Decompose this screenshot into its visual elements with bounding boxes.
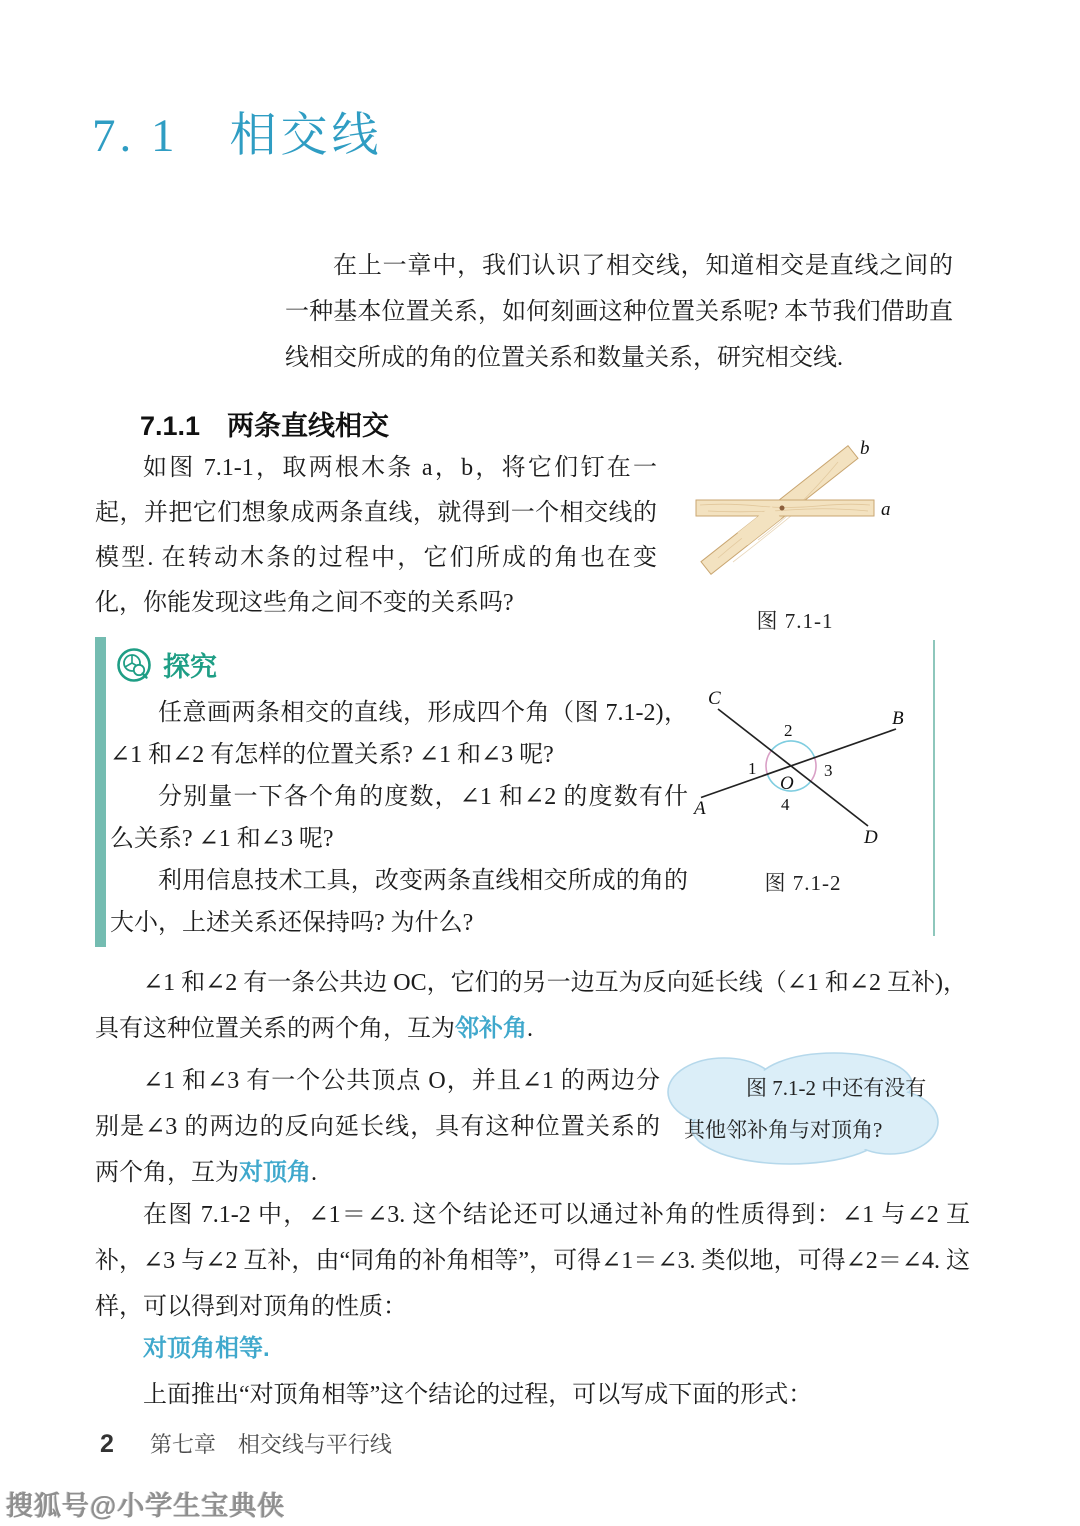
line-CD [718, 709, 868, 826]
angle-label-2: 2 [784, 721, 793, 740]
footer-page-number: 2 [100, 1430, 114, 1458]
footer-chapter-title: 第七章 相交线与平行线 [149, 1432, 392, 1457]
stick-label-a: a [881, 499, 891, 520]
explore-left-bar [95, 637, 106, 947]
vertical-pre-text: ∠1 和∠3 有一个公共顶点 O，并且∠1 的两边分别是∠3 的两边的反向延长线，具有这种位置关系的两个角，互为 [95, 1068, 660, 1186]
adjacent-post-text: . [527, 1016, 533, 1042]
wood-sticks-figure [688, 440, 902, 588]
arc-angle-3 [811, 758, 816, 782]
paragraph-vertical-angles [95, 1058, 660, 1196]
point-label-D: D [864, 827, 878, 848]
arc-angle-1 [766, 751, 771, 775]
figure-2 [688, 686, 918, 897]
explore-paragraph-2: 分别量一下各个角的度数，∠1 和∠2 的度数有什么关系? ∠1 和∠3 呢? [110, 784, 688, 852]
point-label-B: B [892, 708, 904, 729]
point-label-C: C [708, 688, 721, 709]
angle-label-1: 1 [748, 759, 757, 778]
explore-body [110, 692, 688, 944]
stick-a [696, 500, 874, 516]
angle-label-3: 3 [824, 761, 833, 780]
explore-right-rule [933, 640, 935, 936]
figure-1-caption: 图 7.1-1 [756, 609, 834, 633]
explore-header [115, 645, 217, 684]
watermark: 搜狐号@小学生宝典侠 [6, 1491, 286, 1521]
point-label-O: O [780, 773, 794, 794]
explore-paragraph-1: 任意画两条相交的直线，形成四个角（图 7.1-2)，∠1 和∠2 有怎样的位置关系? ∠1 和∠3 呢? [110, 700, 688, 768]
cloud-text-line2: 其他邻补角与对顶角? [684, 1118, 883, 1142]
paragraph-sticks: 如图 7.1-1，取两根木条 a，b，将它们钉在一起，并把它们想象成两条直线，就得到一个相交线的模型. 在转动木条的过程中，它们所成的角也在变化，你能发现这些角之间不变的关系吗? [95, 455, 657, 616]
paragraph-adjacent-angles [95, 960, 967, 1052]
explore-icon [115, 646, 153, 684]
paragraph-closing: 上面推出“对顶角相等”这个结论的过程，可以写成下面的形式： [143, 1382, 813, 1408]
page-footer [100, 1428, 392, 1459]
intersecting-lines-figure [688, 686, 918, 848]
pin-dot [780, 506, 785, 511]
stick-label-b: b [860, 440, 870, 459]
line-AB [701, 729, 896, 798]
explore-paragraph-3: 利用信息技术工具，改变两条直线相交所成的角的大小，上述关系还保持吗? 为什么? [110, 868, 688, 936]
point-label-A: A [694, 798, 706, 819]
term-vertical-angle: 对顶角 [239, 1159, 311, 1186]
property-statement: 对顶角相等. [143, 1335, 270, 1362]
explore-title: 探究 [163, 652, 217, 682]
adjacent-pre-text: ∠1 和∠2 有一条公共边 OC，它们的另一边互为反向延长线（∠1 和∠2 互补)，具有这种位置关系的两个角，互为 [95, 970, 967, 1042]
term-adjacent-angle: 邻补角 [455, 1015, 527, 1042]
angle-label-4: 4 [781, 795, 790, 814]
paragraph-property-derivation: 在图 7.1-2 中，∠1＝∠3. 这个结论还可以通过补角的性质得到：∠1 与∠2 互补，∠3 与∠2 互补，由“同角的补角相等”，可得∠1＝∠3. 类似地，可得∠2＝∠4. 这样，可以得到对顶角的性质： [95, 1202, 970, 1320]
figure-1 [688, 440, 902, 635]
cloud-callout [662, 1050, 942, 1170]
section-heading: 7.1.1 两条直线相交 [140, 411, 390, 441]
vertical-post-text: . [311, 1160, 317, 1186]
intro-paragraph: 在上一章中，我们认识了相交线，知道相交是直线之间的一种基本位置关系，如何刻画这种位置关系呢? 本节我们借助直线相交所成的角的位置关系和数量关系，研究相交线. [285, 253, 953, 371]
figure-2-caption: 图 7.1-2 [764, 871, 842, 895]
cloud-text-line1: 图 7.1-2 中还有没有 [746, 1076, 927, 1100]
page-title: 7. 1 相交线 [92, 110, 383, 162]
